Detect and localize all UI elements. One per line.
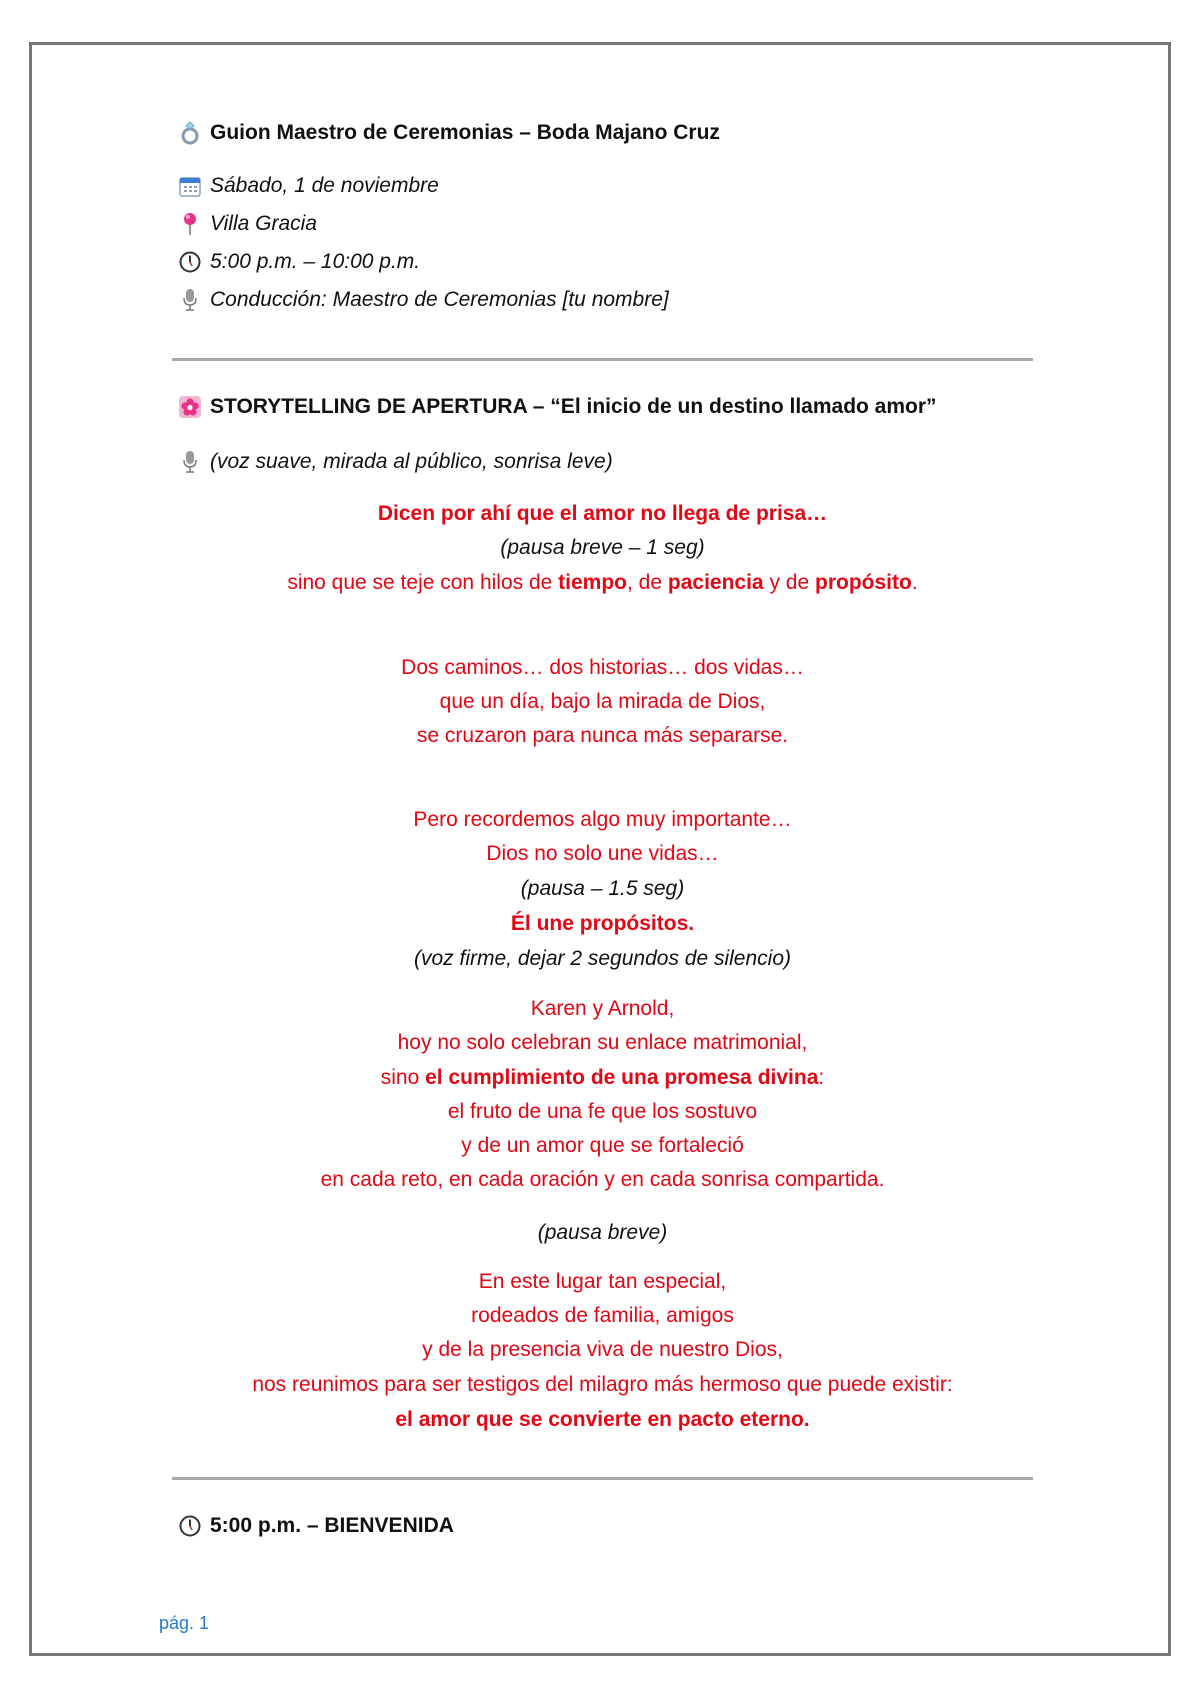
script-line: el amor que se convierte en pacto eterno. <box>395 1408 810 1431</box>
host-line <box>178 288 669 312</box>
script-line: Dios no solo une vidas… <box>486 842 719 865</box>
voice-direction <box>178 450 613 474</box>
page-number: pág. 1 <box>159 1613 210 1633</box>
script-line: nos reunimos para ser testigos del milagro más hermoso que puede existir: <box>252 1373 953 1396</box>
script-line: que un día, bajo la mirada de Dios, <box>439 690 766 713</box>
script-line: Dicen por ahí que el amor no llega de prisa… <box>377 502 828 525</box>
script-line: hoy no solo celebran su enlace matrimonial, <box>397 1031 808 1054</box>
place-text: Villa Gracia <box>210 212 317 235</box>
script-line: el fruto de una fe que los sostuvo <box>447 1100 758 1123</box>
script-line: en cada reto, en cada oración y en cada sonrisa compartida. <box>320 1168 885 1191</box>
script-line: Karen y Arnold, <box>530 997 675 1020</box>
ring-icon <box>178 121 202 145</box>
time-text: 5:00 p.m. – 10:00 p.m. <box>210 250 421 273</box>
section-title-storytelling <box>178 395 937 419</box>
divider <box>172 1477 1033 1480</box>
section-title-text: 5:00 p.m. – BIENVENIDA <box>210 1514 454 1537</box>
script-line: se cruzaron para nunca más separarse. <box>416 724 789 747</box>
time-line <box>178 250 420 274</box>
script-note: (pausa breve – 1 seg) <box>500 536 705 559</box>
voice-direction-text: (voz suave, mirada al público, sonrisa leve) <box>210 450 613 473</box>
divider <box>172 358 1033 361</box>
script-line: rodeados de familia, amigos <box>471 1304 734 1327</box>
script-note: (pausa breve) <box>537 1221 668 1244</box>
script-line: Dos caminos… dos historias… dos vidas… <box>401 656 804 679</box>
microphone-icon <box>178 450 202 474</box>
script-line: Él une propósitos. <box>510 912 695 935</box>
pin-icon <box>178 212 202 236</box>
place-line <box>178 212 317 236</box>
script-note: (voz firme, dejar 2 segundos de silencio) <box>413 947 791 970</box>
flower-icon <box>178 395 202 419</box>
document-title <box>178 121 720 145</box>
section-title-bienvenida <box>178 1514 454 1538</box>
section-title-text: STORYTELLING DE APERTURA – “El inicio de un destino llamado amor” <box>210 395 937 418</box>
host-text: Conducción: Maestro de Ceremonias [tu nombre] <box>210 288 669 311</box>
script-line: sino que se teje con hilos de tiempo, de paciencia y de propósito. <box>287 571 918 594</box>
script-line: En este lugar tan especial, <box>478 1270 727 1293</box>
script-line: y de un amor que se fortaleció <box>461 1134 744 1157</box>
microphone-icon <box>178 288 202 312</box>
title-text: Guion Maestro de Ceremonias – Boda Majano Cruz <box>210 121 720 144</box>
clock-icon <box>178 1514 202 1538</box>
calendar-icon <box>178 174 202 198</box>
script-line: sino el cumplimiento de una promesa divina: <box>380 1066 825 1089</box>
clock-icon <box>178 250 202 274</box>
script-line: y de la presencia viva de nuestro Dios, <box>422 1338 783 1361</box>
script-line: Pero recordemos algo muy importante… <box>413 808 792 831</box>
date-text: Sábado, 1 de noviembre <box>210 174 439 197</box>
date-line <box>178 174 439 198</box>
script-note: (pausa – 1.5 seg) <box>520 877 685 900</box>
